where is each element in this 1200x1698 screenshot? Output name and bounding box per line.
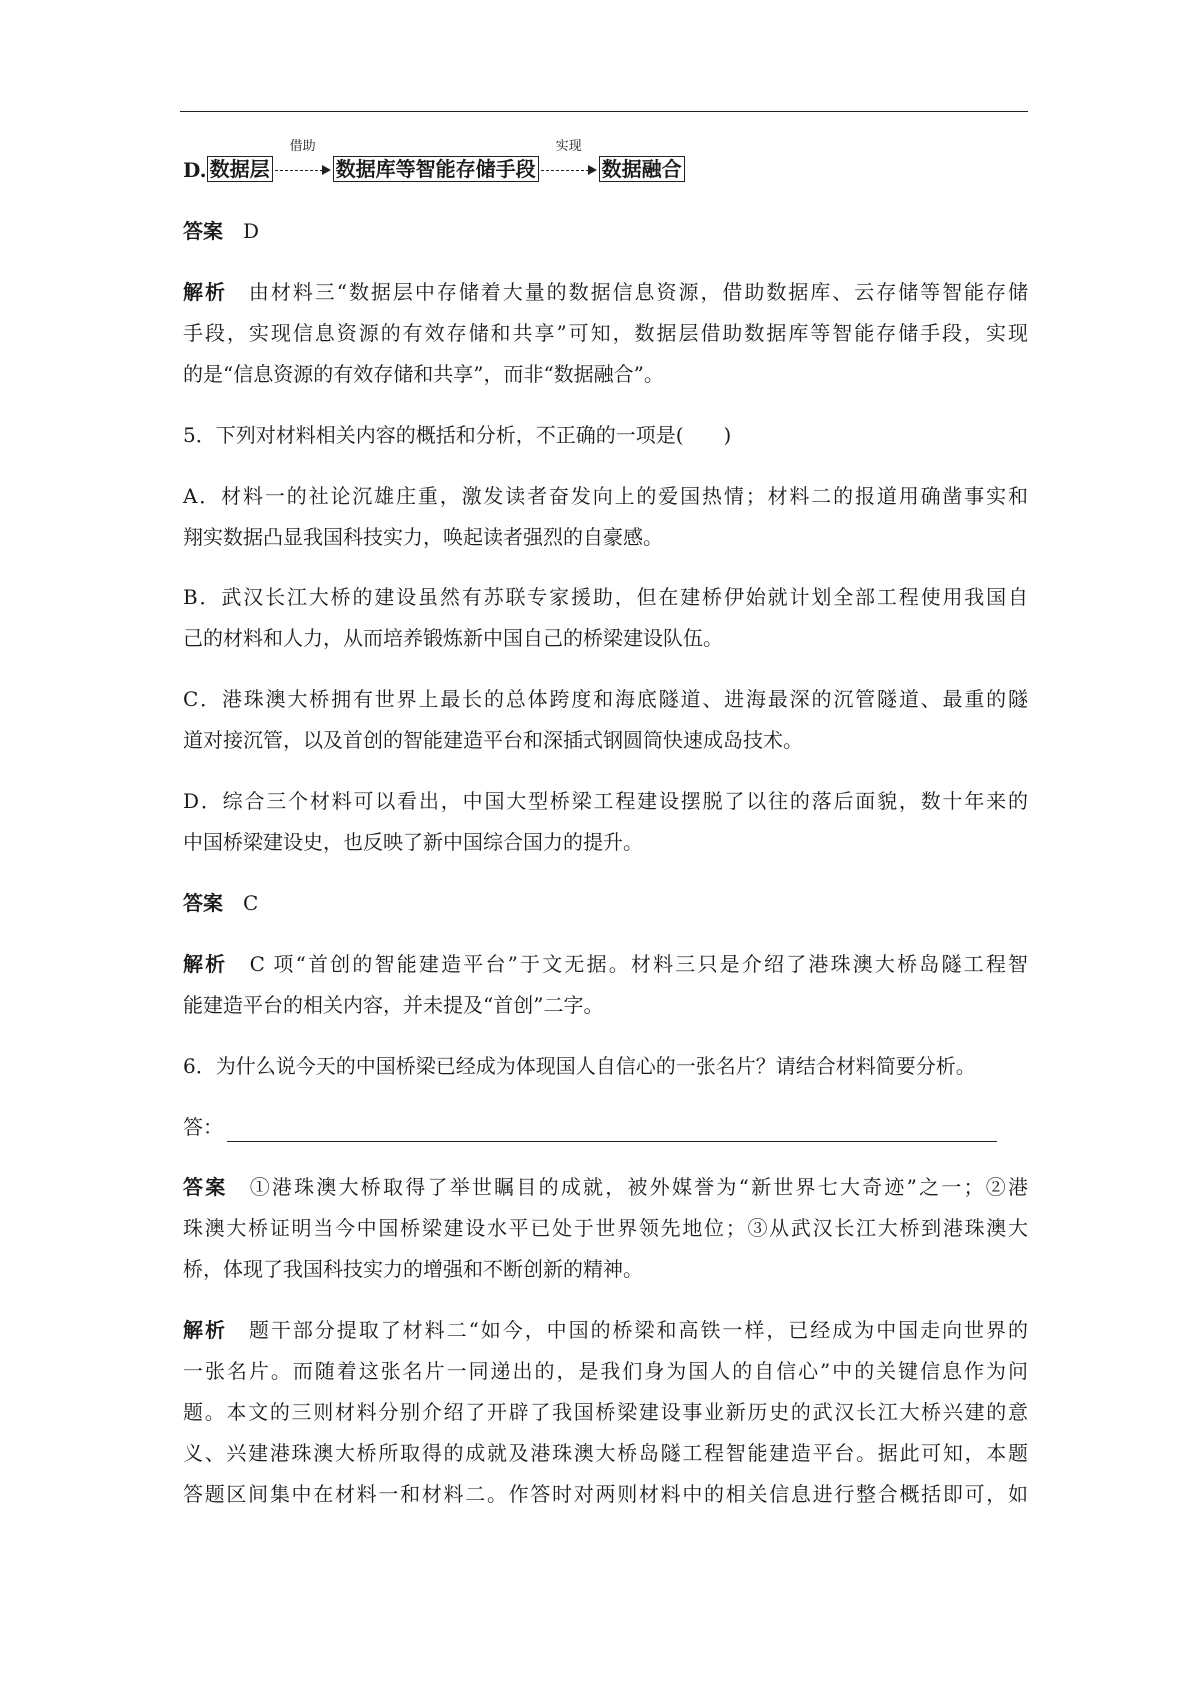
flow-arrow-2 [541,139,597,182]
analysis-label: 解析 [183,952,228,976]
option-d-prefix: D. [183,158,207,182]
answer-value: D [243,219,260,243]
arrow-right-icon [322,165,331,175]
q6-analysis-line: 题。本文的三则材料分别介绍了开辟了我国桥梁建设事业新历史的武汉长江大桥兴建的意 [183,1400,1028,1424]
flow-node-storage: 数据库等智能存储手段 [333,156,539,182]
q4-answer [183,216,1028,246]
q5-option-c: C．港珠澳大桥拥有世界上最长的总体跨度和海底隧道、进海最深的沉管隧道、最重的隧 [183,687,1028,711]
q6-analysis-line: 解析 题干部分提取了材料二“如今，中国的桥梁和高铁一样，已经成为中国走向世界的 [183,1318,1028,1342]
q6-answer-line: 答案 ①港珠澳大桥取得了举世瞩目的成就，被外媒誉为“新世界七大奇迹”之一；②港 [183,1175,1029,1199]
q5-option-b: B．武汉长江大桥的建设虽然有苏联专家援助，但在建桥伊始就计划全部工程使用我国自 [183,585,1028,609]
answer-label: 答案 [183,219,223,243]
q4-analysis-line: 手段，实现信息资源的有效存储和共享”可知，数据层借助数据库等智能存储手段，实现 [183,321,1028,345]
q5-question: 5．下列对材料相关内容的概括和分析，不正确的一项是( ) [183,423,732,447]
q6-answer-blank [183,1112,1028,1142]
q6-analysis-line: 一张名片。而随着这张名片一同递出的，是我们身为国人的自信心”中的关键信息作为问 [183,1359,1028,1383]
answer-blank-line [227,1141,997,1142]
q5-option-a: A．材料一的社论沉雄庄重，激发读者奋发向上的爱国热情；材料二的报道用确凿事实和 [183,484,1028,508]
q5-option-d: D．综合三个材料可以看出，中国大型桥梁工程建设摆脱了以往的落后面貌，数十年来的 [183,789,1028,813]
flow-node-data-layer: 数据层 [207,156,273,182]
q4-analysis-line: 解析 由材料三“数据层中存储着大量的数据信息资源，借助数据库、云存储等智能存储 [183,280,1028,304]
q5-analysis-line: 解析 C 项“首创的智能建造平台”于文无据。材料三只是介绍了港珠澳大桥岛隧工程智 [183,952,1029,976]
q6-question: 6．为什么说今天的中国桥梁已经成为体现国人自信心的一张名片？请结合材料简要分析。 [183,1054,976,1078]
q5-answer [183,888,1028,918]
answer-prompt: 答： [183,1115,223,1139]
q6-analysis-line: 答题区间集中在材料一和材料二。作答时对两则材料中的相关信息进行整合概括即可，如 [183,1482,1028,1506]
q5-option-d: 中国桥梁建设史，也反映了新中国综合国力的提升。 [183,830,643,854]
header-rule [180,111,1028,112]
q6-analysis-line: 义、兴建港珠澳大桥所取得的成就及港珠澳大桥岛隧工程智能建造平台。据此可知，本题 [183,1441,1028,1465]
analysis-label: 解析 [183,280,227,304]
answer-value: C [243,891,259,915]
q6-answer-line: 桥，体现了我国科技实力的增强和不断创新的精神。 [183,1257,643,1281]
answer-label: 答案 [183,891,223,915]
q5-option-c: 道对接沉管，以及首创的智能建造平台和深插式钢圆筒快速成岛技术。 [183,728,803,752]
q6-answer-line: 珠澳大桥证明当今中国桥梁建设水平已处于世界领先地位；③从武汉长江大桥到港珠澳大 [183,1216,1028,1240]
arrow-right-icon [588,165,597,175]
flow-node-fusion: 数据融合 [599,156,685,182]
q5-option-a: 翔实数据凸显我国科技实力，唤起读者强烈的自豪感。 [183,525,663,549]
q4-analysis-line: 的是“信息资源的有效存储和共享”，而非“数据融合”。 [183,362,664,386]
flow-arrow-label-2: 实现 [555,139,582,154]
q5-analysis-line: 能建造平台的相关内容，并未提及“首创”二字。 [183,993,604,1017]
q5-option-b: 己的材料和人力，从而培养锻炼新中国自己的桥梁建设队伍。 [183,626,723,650]
flow-arrow-label-1: 借助 [289,139,316,154]
answer-label: 答案 [183,1175,228,1199]
option-d-flow [183,139,685,182]
flow-arrow-1 [275,139,331,182]
analysis-label: 解析 [183,1318,227,1342]
